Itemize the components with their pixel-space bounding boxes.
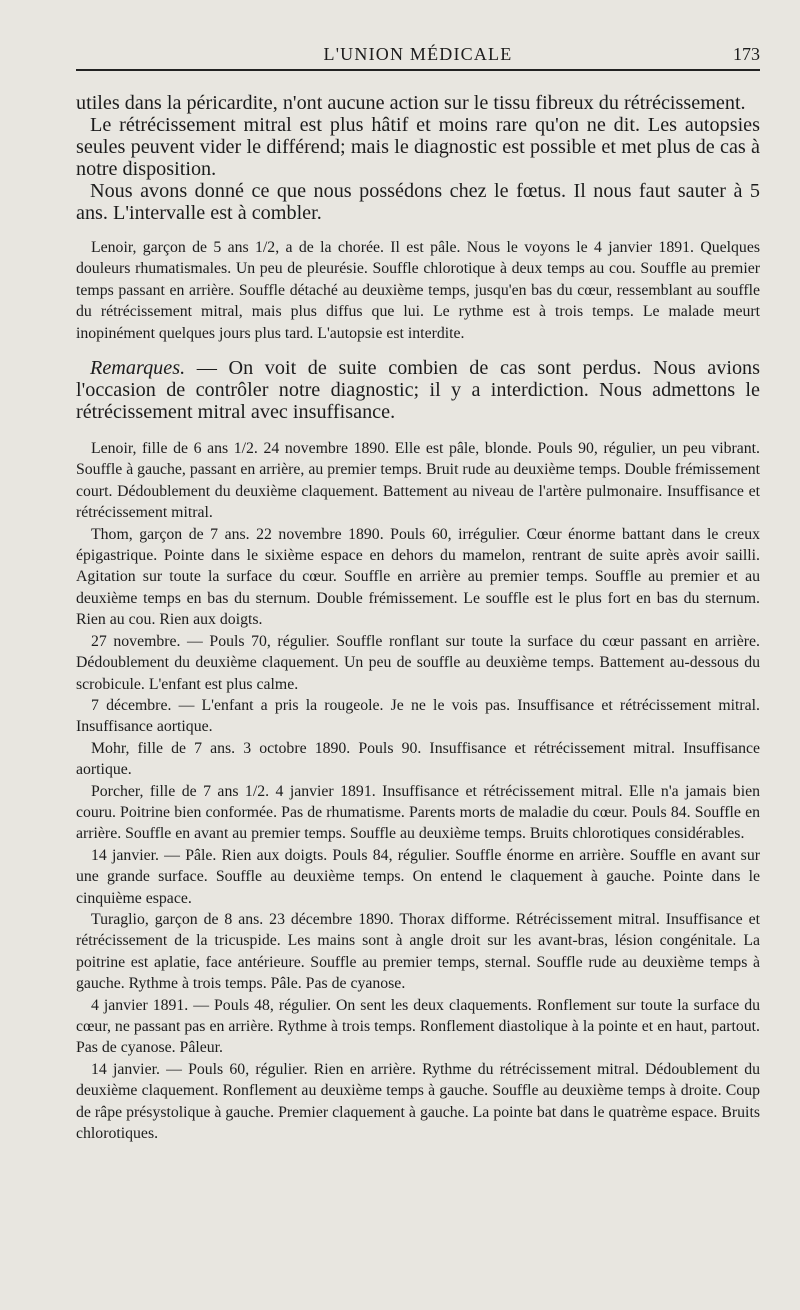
intro-paragraph-1: utiles dans la péricardite, n'ont aucune action sur le tissu fibreux du rétrécissement. — [76, 92, 746, 114]
case-paragraph: 4 janvier 1891. — Pouls 48, régulier. On sent les deux claquements. Ronflement sur toute la surface du cœur, ne passant pas en arrière. Rythme à trois temps. Ronflement diastolique à la pointe et en haut, partout. Pas de cyanose. Pâleur. — [76, 996, 760, 1057]
header-rule — [76, 69, 760, 71]
remarks-block — [76, 357, 760, 423]
case-paragraph: Turaglio, garçon de 8 ans. 23 décembre 1890. Thorax difforme. Rétrécissement mitral. Insuffisance et rétrécissement de la tricuspide. Les mains sont à angle droit sur les avant-bras, lésion congénitale. La poitrine est aplatie, face antérieure. Souffle au premier temps, sternal. Souffle rude au deuxième temps à gauche. Rythme à trois temps. Pâle. Pas de cyanose. — [76, 910, 760, 993]
page-number: 173 — [733, 44, 760, 64]
case-block-1 — [76, 237, 760, 344]
case-paragraph: Lenoir, fille de 6 ans 1/2. 24 novembre 1890. Elle est pâle, blonde. Pouls 90, régulier, un peu vibrant. Souffle à gauche, passant en arrière, au premier temps. Bruit rude au deuxième temps. Double frémissement court. Dédoublement du deuxième claquement. Battement au niveau de l'artère pulmonaire. Insuffisance et rétrécissement mitral. — [76, 440, 760, 522]
intro-paragraph-3: Nous avons donné ce que nous possédons chez le fœtus. Il nous faut sauter à 5 ans. L'intervalle est à combler. — [76, 180, 760, 224]
remarks-label: Remarques. — [90, 357, 186, 380]
page-header — [76, 0, 760, 76]
running-title: L'UNION MÉDICALE — [323, 44, 513, 64]
case-paragraph: 14 janvier. — Pouls 60, régulier. Rien en arrière. Rythme du rétrécissement mitral. Dédoublement du deuxième claquement. Ronflement au deuxième temps à gauche. Souffle au deuxième temps à droite. Coup de râpe présystolique à gauche. Premier claquement à gauche. La pointe bat dans le quatrème espace. Bruits chlorotiques. — [76, 1060, 760, 1143]
case-paragraph: 7 décembre. — L'enfant a pris la rougeole. Je ne le vois pas. Insuffisance et rétrécissement mitral. Insuffisance aortique. — [76, 696, 760, 736]
case-block-2 — [76, 438, 760, 1144]
remarks-paragraph — [76, 357, 760, 423]
case-paragraph: Mohr, fille de 7 ans. 3 octobre 1890. Pouls 90. Insuffisance et rétrécissement mitral. Insuffisance aortique. — [76, 739, 760, 779]
case-paragraph: Thom, garçon de 7 ans. 22 novembre 1890. Pouls 60, irrégulier. Cœur énorme battant dans le creux épigastrique. Pointe dans le sixième espace en dehors du mamelon, rentrant de suite après avoir sailli. Agitation sur toute la surface du cœur. Souffle en arrière au premier temps. Souffle au premier et au deuxième temps en bas du sternum. Double frémissement. Le souffle est le plus fort en bas du sternum. Rien au cou. Rien aux doigts. — [76, 525, 760, 629]
intro-text — [76, 92, 760, 224]
case-paragraph: 14 janvier. — Pâle. Rien aux doigts. Pouls 84, régulier. Souffle énorme en arrière. Souffle en avant sur une grande surface. Souffle au deuxième temps. On entend le claquement à gauche. Pointe dans le cinquième espace. — [76, 846, 760, 907]
case-paragraph: 27 novembre. — Pouls 70, régulier. Souffle ronflant sur toute la surface du cœur passant en arrière. Dédoublement du deuxième claquement. Un peu de souffle au deuxième temps. Battement au-dessous du scrobicule. L'enfant est plus calme. — [76, 632, 760, 693]
case-paragraph: Porcher, fille de 7 ans 1/2. 4 janvier 1891. Insuffisance et rétrécissement mitral. Elle n'a jamais bien couru. Poitrine bien conformée. Pas de rhumatisme. Parents morts de maladie du cœur. Pouls 84. Souffle en arrière. Souffle en avant au premier temps. Souffle au deuxième temps. Bruits chlorotiques considérables. — [76, 782, 760, 843]
remarks-text: — On voit de suite combien de cas sont perdus. Nous avions l'occasion de contrôler notre diagnostic; il y a interdiction. Nous admettons le rétrécissement mitral avec insuffisance. — [76, 357, 760, 424]
intro-paragraph-2: Le rétrécissement mitral est plus hâtif et moins rare qu'on ne dit. Les autopsies seules peuvent vider le différend; mais le diagnostic est possible et met plus de cas à notre disposition. — [76, 114, 760, 180]
case-paragraph-lenoir-boy: Lenoir, garçon de 5 ans 1/2, a de la chorée. Il est pâle. Nous le voyons le 4 janvier 1891. Quelques douleurs rhumatismales. Un peu de pleurésie. Souffle chlorotique à deux temps au cou. Souffle au premier temps passant en arrière. Souffle détaché au deuxième temps, jusqu'en bas du cœur, ressemblant au souffle du rétrécissement mitral, mais plus diffus que lui. Le rythme est à trois temps. Le malade meurt inopinément quelques jours plus tard. L'autopsie est interdite. — [76, 239, 760, 342]
